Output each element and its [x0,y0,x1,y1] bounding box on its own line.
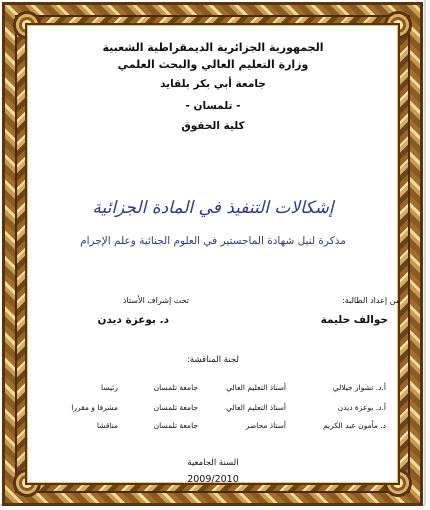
member-rank: أستاذ التعليم العالي [226,383,286,392]
student-name: حوالف حليمة [320,314,388,326]
supervisor-name: د. بوعزة ديدن [97,314,169,326]
republic-name: الجمهورية الجزائرية الديمقراطية الشعبية [102,41,324,54]
thesis-subtitle: مذكرة لنيل شهادة الماجستير في العلوم الجنائية وعلم الإجرام [80,235,346,247]
city-name: - تلمسان - [185,100,241,112]
member-role: رئيسا [101,383,118,392]
faculty-name: كلية الحقوق [181,120,245,132]
document-content [32,28,400,488]
member-rank: أستاذ التعليم العالي [226,403,286,412]
member-university: جامعة تلمسان [153,421,198,430]
thesis-title: إشكالات التنفيذ في المادة الجزائية [92,198,334,218]
member-university: جامعة تلمسان [153,403,198,412]
academic-year-label: السنة الجامعية [187,458,239,468]
member-university: جامعة تلمسان [153,383,198,392]
supervisor-label: تحت إشراف الأستاذ [122,296,189,305]
member-rank: أستاذ محاضر [245,421,286,430]
prepared-by-label: من إعداد الطالبة: [342,296,400,305]
member-role: مناقشا [96,421,118,430]
academic-year: 2009/2010 [187,474,239,485]
member-name: د. مأمون عبد الكريم [323,421,386,430]
university-name: جامعة أبي بكر بلقايد [160,78,266,90]
member-name: أ.د. بوعزة ديدن [337,403,386,412]
ministry-name: وزارة التعليم العالي والبحث العلمي [117,58,309,71]
member-name: أ.د. تشوار جيلالي [332,383,386,392]
committee-title: لجنة المناقشة: [187,355,239,365]
member-role: مشرفا و مقررا [71,403,118,412]
